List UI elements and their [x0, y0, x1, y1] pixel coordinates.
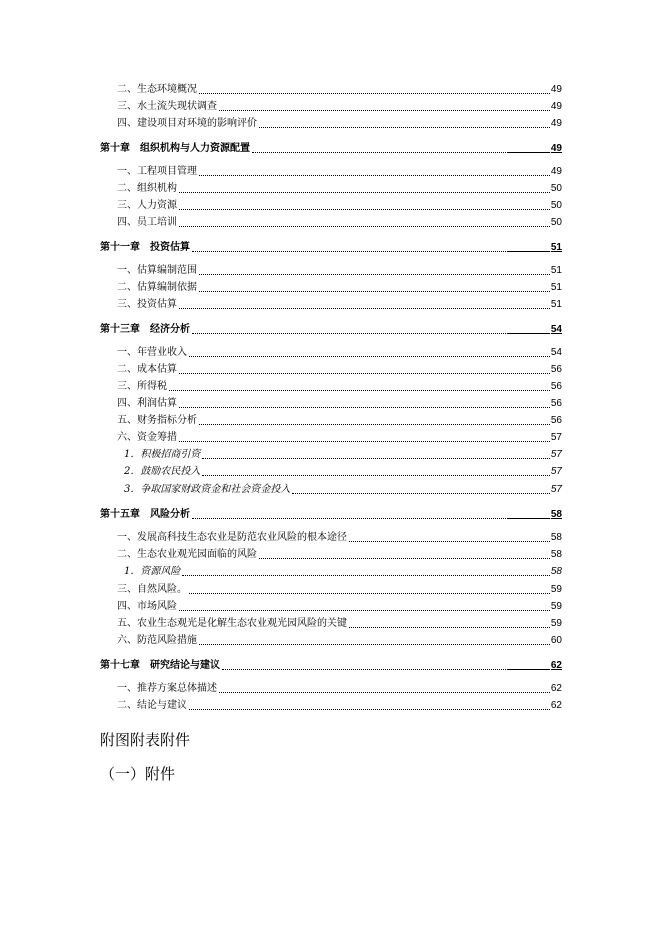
dot-leader — [169, 390, 550, 391]
toc-entry-page: 51 — [550, 282, 562, 293]
dot-leader — [179, 407, 550, 408]
dot-leader — [192, 333, 550, 334]
toc-entry-title: 二、生态环境概况 — [117, 84, 197, 95]
toc-entry-page: 51 — [550, 265, 562, 276]
toc-entry-page: 62 — [550, 700, 562, 711]
toc-entry-title: 第十一章 投资估算 — [100, 242, 190, 253]
toc-entry-page: 49 — [550, 166, 562, 177]
dot-leader — [189, 356, 550, 357]
toc-entry-page: 50 — [550, 217, 562, 228]
toc-entry[interactable] — [117, 183, 562, 195]
toc-entry-title: 四、建设项目对环境的影响评价 — [117, 118, 257, 129]
dot-leader — [202, 475, 550, 476]
toc-entry[interactable] — [117, 265, 562, 277]
dot-leader — [179, 610, 550, 611]
dot-leader — [179, 373, 550, 374]
toc-entry-title: 3．争取国家财政资金和社会资金投入 — [124, 484, 291, 495]
dot-leader — [199, 93, 550, 94]
toc-entry[interactable] — [117, 84, 562, 96]
dot-leader — [222, 669, 550, 670]
toc-entry-page: 62 — [550, 660, 562, 671]
toc-entry-title: 一、估算编制范围 — [117, 265, 197, 276]
toc-entry-page: 56 — [550, 398, 562, 409]
dot-leader — [192, 251, 550, 252]
toc-entry-page: 54 — [550, 347, 562, 358]
toc-entry-title: 二、结论与建议 — [117, 700, 187, 711]
dot-leader — [189, 593, 550, 594]
dot-leader — [199, 175, 550, 176]
toc-entry[interactable] — [124, 466, 562, 478]
dot-leader — [189, 709, 550, 710]
toc-entry-page: 58 — [550, 532, 562, 543]
dot-leader — [179, 308, 550, 309]
toc-entry-page: 59 — [550, 601, 562, 612]
toc-entry[interactable] — [117, 118, 562, 130]
toc-entry-title: 三、投资估算 — [117, 299, 177, 310]
toc-entry-page: 59 — [550, 618, 562, 629]
toc-entry-page: 54 — [550, 324, 562, 335]
toc-entry-page: 57 — [550, 449, 562, 460]
toc-entry-title: 三、所得税 — [117, 381, 167, 392]
toc-chapter-entry[interactable] — [100, 143, 562, 155]
dot-leader — [349, 627, 550, 628]
toc-entry[interactable] — [117, 635, 562, 647]
toc-entry-title: 第十七章 研究结论与建议 — [100, 660, 220, 671]
dot-leader — [202, 458, 550, 459]
dot-leader — [179, 226, 550, 227]
toc-entry-title: 1．积极招商引资 — [124, 449, 201, 460]
toc-entry[interactable] — [117, 532, 562, 544]
toc-entry[interactable] — [117, 101, 562, 113]
toc-entry-title: 一、推荐方案总体描述 — [117, 683, 217, 694]
toc-entry-title: 二、估算编制依据 — [117, 282, 197, 293]
dot-leader — [199, 644, 550, 645]
toc-entry[interactable] — [117, 549, 562, 561]
dot-leader — [349, 541, 550, 542]
toc-entry[interactable] — [117, 217, 562, 229]
toc-entry-title: 六、防范风险措施 — [117, 635, 197, 646]
dot-leader — [179, 441, 550, 442]
toc-entry-title: 四、员工培训 — [117, 217, 177, 228]
toc-entry-page: 49 — [550, 118, 562, 129]
toc-entry-title: 二、成本估算 — [117, 364, 177, 375]
toc-chapter-entry[interactable] — [100, 660, 562, 672]
toc-entry[interactable] — [117, 415, 562, 427]
toc-entry-page: 58 — [550, 566, 562, 577]
toc-entry[interactable] — [117, 584, 562, 596]
dot-leader — [199, 274, 550, 275]
toc-entry-title: 一、发展高科技生态农业是防范农业风险的根本途径 — [117, 532, 347, 543]
toc-entry-page: 56 — [550, 415, 562, 426]
toc-entry-page: 49 — [550, 101, 562, 112]
dot-leader — [292, 493, 550, 494]
toc-entry-title: 2．鼓励农民投入 — [124, 466, 201, 477]
toc-entry-title: 第十章 组织机构与人力资源配置 — [100, 143, 250, 154]
toc-entry[interactable] — [117, 299, 562, 311]
toc-entry-page: 50 — [550, 183, 562, 194]
toc-entry-page: 57 — [550, 484, 562, 495]
toc-chapter-entry[interactable] — [100, 242, 562, 254]
toc-entry-title: 一、工程项目管理 — [117, 166, 197, 177]
toc-entry[interactable] — [117, 683, 562, 695]
toc-entry-page: 51 — [550, 242, 562, 253]
dot-leader — [259, 558, 550, 559]
dot-leader — [179, 209, 550, 210]
toc-entry-page: 49 — [550, 143, 562, 154]
dot-leader — [199, 291, 550, 292]
dot-leader — [182, 575, 550, 576]
dot-leader — [219, 692, 550, 693]
toc-entry[interactable] — [117, 200, 562, 212]
toc-entry[interactable] — [117, 618, 562, 630]
dot-leader — [219, 110, 550, 111]
toc-entry[interactable] — [117, 381, 562, 393]
toc-entry-title: 二、生态农业观光园面临的风险 — [117, 549, 257, 560]
toc-entry-page: 56 — [550, 381, 562, 392]
toc-entry[interactable] — [117, 398, 562, 410]
toc-entry-page: 62 — [550, 683, 562, 694]
toc-chapter-entry[interactable] — [100, 324, 562, 336]
toc-entry-page: 58 — [550, 509, 562, 520]
toc-entry[interactable] — [117, 364, 562, 376]
toc-entry-page: 56 — [550, 364, 562, 375]
dot-leader — [199, 424, 550, 425]
toc-entry-title: 六、资金筹措 — [117, 432, 177, 443]
toc-entry[interactable] — [124, 566, 562, 578]
toc-entry[interactable] — [117, 347, 562, 359]
toc-entry-title: 四、市场风险 — [117, 601, 177, 612]
toc-entry-page: 50 — [550, 200, 562, 211]
toc-entry[interactable] — [117, 601, 562, 613]
appendix-subheading: （一）附件 — [100, 765, 176, 783]
dot-leader — [259, 127, 550, 128]
toc-chapter-entry[interactable] — [100, 509, 562, 521]
toc-entry[interactable] — [117, 432, 562, 444]
toc-entry-page: 60 — [550, 635, 562, 646]
toc-entry-page: 57 — [550, 432, 562, 443]
toc-entry-title: 1．资源风险 — [124, 566, 181, 577]
toc-entry[interactable] — [124, 449, 562, 461]
toc-entry-title: 三、人力资源 — [117, 200, 177, 211]
toc-entry-title: 第十五章 风险分析 — [100, 509, 190, 520]
toc-entry-page: 58 — [550, 549, 562, 560]
toc-entry-title: 一、年营业收入 — [117, 347, 187, 358]
toc-entry[interactable] — [124, 484, 562, 496]
toc-entry-title: 三、水土流失现状调查 — [117, 101, 217, 112]
toc-entry-page: 57 — [550, 466, 562, 477]
appendix-heading: 附图附表附件 — [100, 731, 191, 749]
toc-entry-page: 51 — [550, 299, 562, 310]
toc-entry[interactable] — [117, 166, 562, 178]
toc-entry-title: 五、农业生态观光是化解生态农业观光园风险的关键 — [117, 618, 347, 629]
dot-leader — [179, 192, 550, 193]
toc-entry-title: 三、自然风险。 — [117, 584, 187, 595]
toc-entry-page: 59 — [550, 584, 562, 595]
toc-entry-title: 第十三章 经济分析 — [100, 324, 190, 335]
toc-entry-page: 49 — [550, 84, 562, 95]
toc-entry[interactable] — [117, 700, 562, 712]
toc-entry-title: 五、财务指标分析 — [117, 415, 197, 426]
dot-leader — [252, 152, 550, 153]
toc-entry-title: 四、利润估算 — [117, 398, 177, 409]
toc-entry[interactable] — [117, 282, 562, 294]
toc-entry-title: 二、组织机构 — [117, 183, 177, 194]
dot-leader — [192, 518, 550, 519]
